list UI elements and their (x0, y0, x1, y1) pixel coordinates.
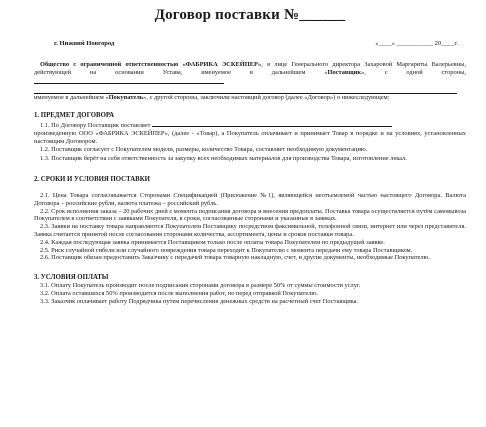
clause-1-1: 1.1. По Договору Поставщик поставляет (34, 120, 466, 130)
clause-1-3: 1.3. Поставщик берёт на себя ответственность за закупку всех необходимых материалов для производства Товара, изготовление лекал. (40, 155, 407, 163)
clause-2-5: 2.5. Риск случайной гибели или случайного повреждения товара переходит к Покупателю с момента передачи ему товара Поставщиком. (40, 246, 413, 254)
company-name: Общество с ограниченной ответственностью «ФАБРИКА ЭСКЕЙПЕР» (40, 61, 262, 68)
clause-3-3: 3.3. Заказчик оплачивает работу Подрядчика путем перечисления денежных средств на расчетный счет Поставщика. (40, 297, 359, 305)
goods-blank (152, 120, 392, 127)
clause-3-2: 3.2. Оплата оставшихся 50% производится после выполнения работ, но перед отправкой Покупателю. (40, 289, 318, 297)
counterparty-blank-line (34, 86, 457, 94)
document-title: Договор поставки №______ (154, 7, 346, 23)
section-3-heading: 3. УСЛОВИЯ ОПЛАТЫ (34, 274, 109, 282)
clause-1-1-continued: произведенную ООО «ФАБРИКА ЭСКЕЙПЕР», (далее - «Товар), а Покупатель оплачивает и принимает Товар в порядке и на условиях, установленных настоящим Договором. (34, 129, 466, 145)
counterparty-blank (34, 77, 224, 84)
clause-1-2: 1.2. Поставщик согласует с Покупателем модели, размеры, количество Товара, составляет необходимую документацию. (40, 146, 368, 154)
preamble-continued: именуемое в дальнейшем «Покупатель», с другой стороны, заключили настоящий договор (далее «Договор») о нижеследующем: (34, 94, 390, 102)
clause-2-6: 2.6. Поставщик обязан предоставить Заказчику с передачей товара товарную накладную, счет, и другие документы, необходимые Покупателю. (40, 254, 430, 262)
clause-3-1: 3.1. Оплату Покупатель производит после подписания сторонами договора в размере 50% от суммы стоимости услуг. (40, 282, 361, 290)
city-label: г. Нижний Новгород (54, 40, 115, 47)
date-placeholder: «____» ___________ 20____г. (375, 40, 458, 47)
section-1-heading: 1. ПРЕДМЕТ ДОГОВОРА (34, 111, 115, 119)
clause-2-4: 2.4. Каждая последующая заявка принимается Поставщиком только после оплаты товара Покупателем по предыдущей заявке. (40, 238, 385, 246)
clause-2-1: 2.1. Цена Товара согласовывается Сторонами Спецификацией (Приложение №1), являющейся неотъемлемой частью настоящего Договора. Валюта Договора – российские рубли, валюта платежа – российский рубль. (34, 191, 466, 207)
section-2-heading: 2. СРОКИ И УСЛОВИЯ ПОСТАВКИ (34, 175, 150, 183)
place-date-row (34, 39, 466, 48)
clause-2-3: 2.3. Заявки на поставку товара направляются Покупателем Поставщику посредством факсимильной, телефонной связи, интернет или через представителя. Заявка считается принятой после согласования сторонами количества, ассортимента, цены и сроков поставки товара. (34, 223, 466, 238)
clause-2-2: 2.2. Срок исполнения заказа – 20 рабочих дней с момента подписания договора и внесения предоплаты. Поставка товара осуществляется путём самовывоза Покупателем в соответствии с заявками Покупателя, в сроки, согласованные сторонами и указанные в заявках. (34, 207, 467, 223)
preamble: Общество с ограниченной ответственностью «ФАБРИКА ЭСКЕЙПЕР», в лице Генерального директора Захаровой Маргариты Валерьевны, действующей на основании Устава, именуемое в дальнейшем «Поставщик», с одной стороны, (34, 61, 466, 86)
